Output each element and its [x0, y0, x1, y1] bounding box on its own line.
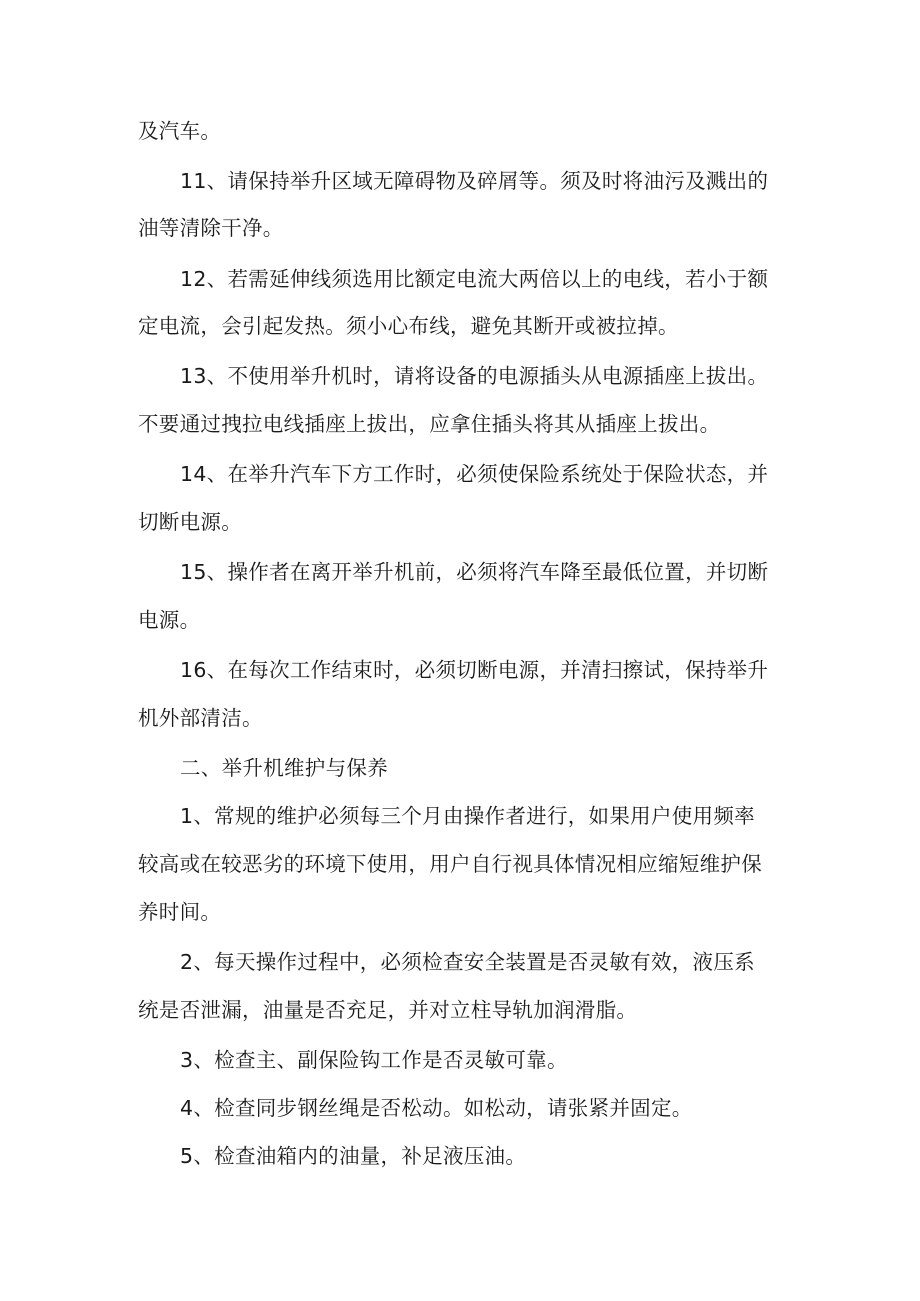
text-line: 15、操作者在离开举升机前，必须将汽车降至最低位置，并切断 [180, 560, 769, 584]
text-line: 1、常规的维护必须每三个月由操作者进行，如果用户使用频率 [180, 804, 755, 828]
text-line: 切断电源。 [138, 510, 242, 534]
text-line: 4、检查同步钢丝绳是否松动。如松动，请张紧并固定。 [180, 1096, 693, 1120]
text-line: 养时间。 [138, 900, 222, 924]
text-line: 14、在举升汽车下方工作时，必须使保险系统处于保险状态，并 [180, 462, 769, 486]
text-line: 12、若需延伸线须选用比额定电流大两倍以上的电线，若小于额 [180, 267, 769, 291]
section-heading: 二、举升机维护与保养 [180, 756, 388, 780]
text-line: 油等清除干净。 [138, 216, 284, 240]
text-line: 定电流，会引起发热。须小心布线，避免其断开或被拉掉。 [138, 314, 679, 338]
text-line: 16、在每次工作结束时，必须切断电源，并清扫擦试，保持举升 [180, 658, 769, 682]
text-line: 机外部清洁。 [138, 706, 263, 730]
text-line: 较高或在较恶劣的环境下使用，用户自行视具体情况相应缩短维护保 [138, 852, 762, 876]
text-line: 2、每天操作过程中，必须检查安全装置是否灵敏有效，液压系 [180, 950, 755, 974]
text-line: 13、不使用举升机时，请将设备的电源插头从电源插座上拔出。 [180, 364, 769, 388]
text-line: 电源。 [138, 608, 201, 632]
text-line: 统是否泄漏，油量是否充足，并对立柱导轨加润滑脂。 [138, 998, 638, 1022]
text-line: 不要通过拽拉电线插座上拔出，应拿住插头将其从插座上拔出。 [138, 412, 721, 436]
text-line: 及汽车。 [138, 119, 222, 143]
text-line: 11、请保持举升区域无障碍物及碎屑等。须及时将油污及溅出的 [180, 169, 769, 193]
text-line: 3、检查主、副保险钩工作是否灵敏可靠。 [180, 1048, 568, 1072]
text-line: 5、检查油箱内的油量，补足液压油。 [180, 1144, 527, 1168]
